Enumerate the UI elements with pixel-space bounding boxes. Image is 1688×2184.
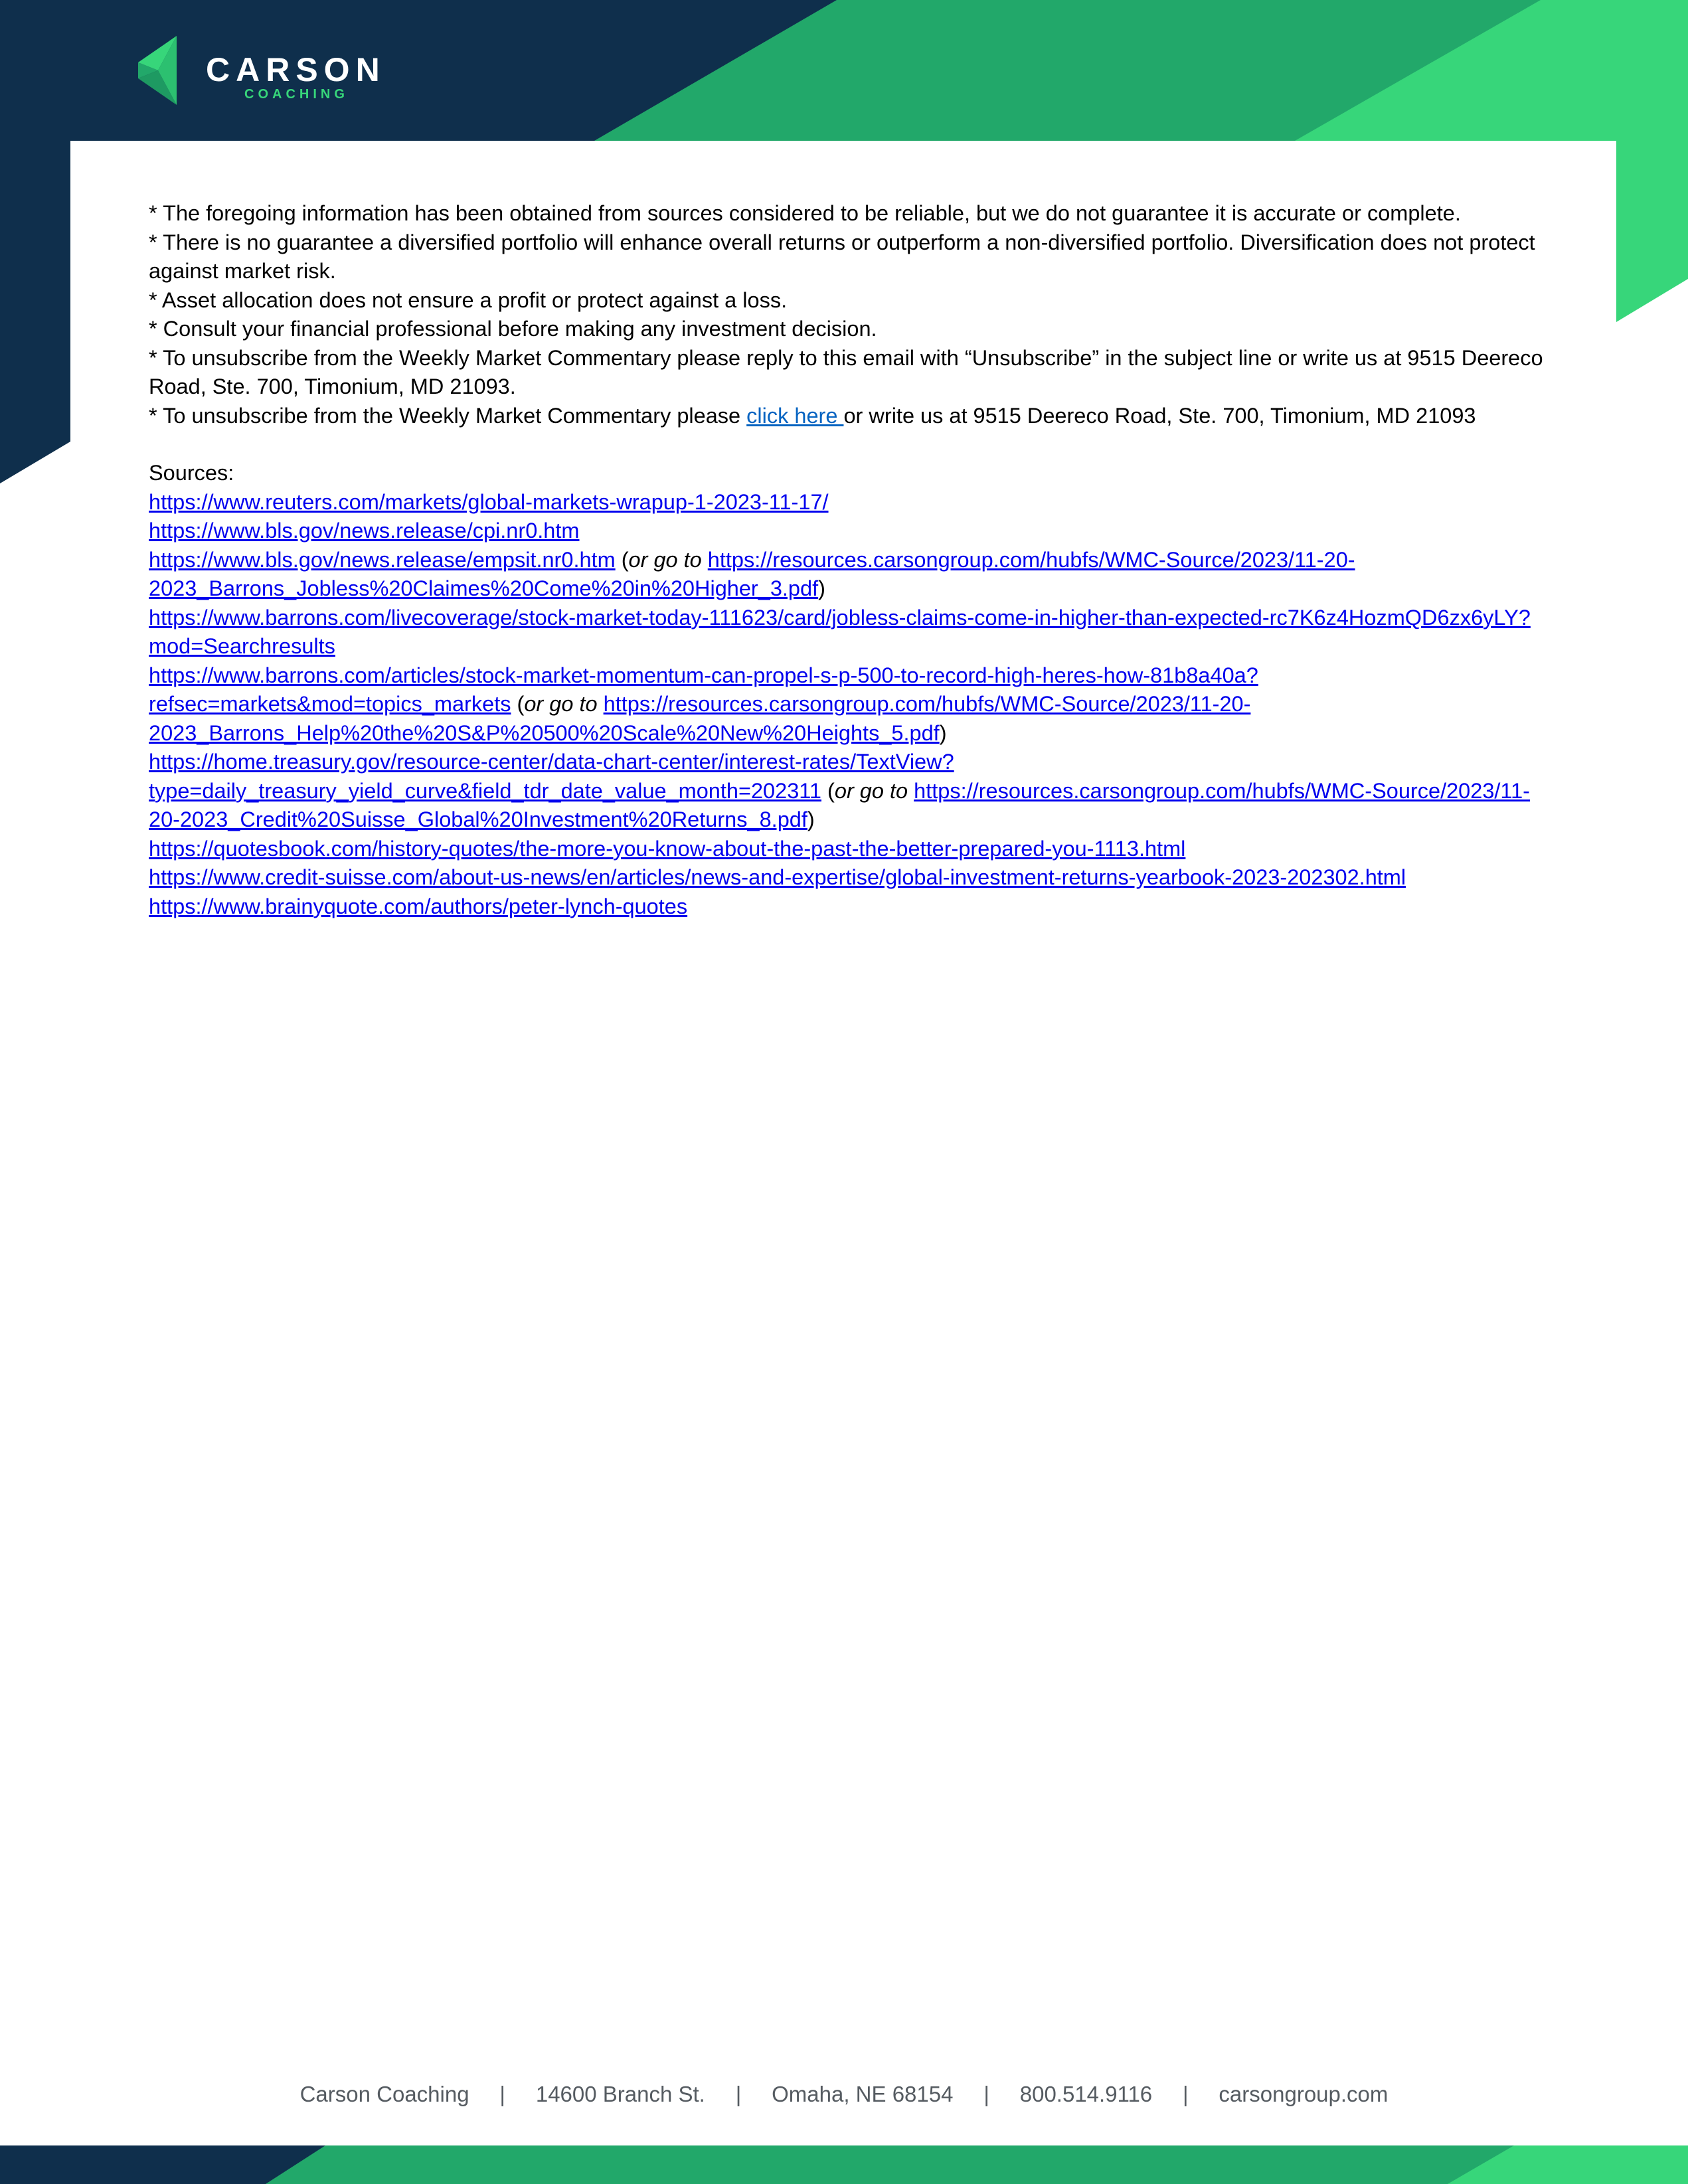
source-item	[149, 835, 1550, 864]
source-link[interactable]: https://www.bls.gov/news.release/empsit.nr0.htm	[149, 547, 616, 572]
source-item	[149, 892, 1550, 922]
carson-coaching-logo	[138, 36, 404, 108]
disclaimer-line: * The foregoing information has been obtained from sources considered to be reliable, but we do not guarantee it is accurate or complete.	[149, 201, 1461, 225]
disclaimer-line	[149, 402, 1550, 431]
carson-chevron-icon	[138, 36, 179, 105]
source-link[interactable]: https://www.brainyquote.com/authors/peter-lynch-quotes	[149, 894, 688, 918]
or-go-to-text: or go to	[524, 692, 598, 716]
footer-separator: |	[499, 2082, 505, 2106]
source-alt-link[interactable]: https://resources.carsongroup.com/hubfs/WMC-Source/2023/11-20-2023_Barrons_Help%20the%20S&P%20500%20Scale%20New%20Heights_5.pdf	[149, 692, 1251, 745]
source-link[interactable]: https://www.credit-suisse.com/about-us-news/en/articles/news-and-expertise/global-investment-returns-yearbook-2023-202302.html	[149, 865, 1406, 889]
sources-heading: Sources:	[149, 461, 234, 485]
footer-contact	[0, 2080, 1688, 2109]
footer-company: Carson Coaching	[299, 2082, 469, 2106]
paren: )	[939, 720, 947, 745]
paren: )	[807, 807, 815, 831]
disclaimer-line: * To unsubscribe from the Weekly Market Commentary please reply to this email with “Unsubscribe” in the subject line or write us at 9515 Deereco Road, Ste. 700, Timonium, MD 21093.	[149, 345, 1543, 398]
paren: )	[818, 576, 825, 600]
footer-separator: |	[983, 2082, 989, 2106]
footer-separator: |	[735, 2082, 742, 2106]
source-link[interactable]: https://home.treasury.gov/resource-center/data-chart-center/interest-rates/TextView?type=daily_treasury_yield_curve&field_tdr_date_value_month=202311	[149, 750, 954, 803]
paren: (	[621, 547, 629, 572]
disclaimer-text: * To unsubscribe from the Weekly Market Commentary please	[149, 403, 747, 428]
source-alt-link[interactable]: https://resources.carsongroup.com/hubfs/WMC-Source/2023/11-20-2023_Barrons_Jobless%20Claimes%20Come%20in%20Higher_3.pdf	[149, 547, 1355, 600]
disclaimer-text: or write us at 9515 Deereco Road, Ste. 700, Timonium, MD 21093	[843, 403, 1476, 428]
disclaimer-line: * There is no guarantee a diversified portfolio will enhance overall returns or outperform a non-diversified portfolio. Diversification does not protect against market risk.	[149, 230, 1535, 283]
source-alt-link[interactable]: https://resources.carsongroup.com/hubfs/WMC-Source/2023/11-20-2023_Credit%20Suisse_Global%20Investment%20Returns_8.pdf	[149, 778, 1530, 831]
disclaimer-line: * Consult your financial professional before making any investment decision.	[149, 317, 877, 341]
source-link[interactable]: https://quotesbook.com/history-quotes/the-more-you-know-about-the-past-the-better-prepared-you-1113.html	[149, 836, 1186, 861]
source-item	[149, 546, 1550, 604]
source-link[interactable]: https://www.barrons.com/livecoverage/stock-market-today-111623/card/jobless-claims-come-in-higher-than-expected-rc7K6z4HozmQD6zx6yLY?mod=Searchresults	[149, 605, 1531, 658]
footer-separator: |	[1183, 2082, 1189, 2106]
or-go-to-text: or go to	[628, 547, 702, 572]
source-item	[149, 517, 1550, 546]
disclaimer-line: * Asset allocation does not ensure a profit or protect against a loss.	[149, 288, 788, 312]
footer-city: Omaha, NE 68154	[772, 2082, 954, 2106]
or-go-to-text: or go to	[834, 778, 908, 803]
source-item	[149, 748, 1550, 835]
unsubscribe-link[interactable]: click here	[746, 403, 844, 428]
source-link[interactable]: https://www.bls.gov/news.release/cpi.nr0.htm	[149, 519, 580, 543]
source-item	[149, 863, 1550, 892]
source-link[interactable]: https://www.reuters.com/markets/global-markets-wrapup-1-2023-11-17/	[149, 489, 829, 514]
paren: (	[827, 778, 835, 803]
logo-wordmark: CARSON	[206, 51, 386, 88]
logo-subtitle: COACHING	[244, 87, 349, 102]
footer-address: 14600 Branch St.	[535, 2082, 705, 2106]
footer-website: carsongroup.com	[1219, 2082, 1389, 2106]
source-item	[149, 604, 1550, 661]
paren: (	[517, 692, 525, 716]
source-item	[149, 661, 1550, 748]
source-link[interactable]: https://www.barrons.com/articles/stock-market-momentum-can-propel-s-p-500-to-record-high-heres-how-81b8a40a?refsec=markets&mod=topics_markets	[149, 663, 1258, 716]
source-item	[149, 488, 1550, 517]
footer-phone: 800.514.9116	[1019, 2082, 1153, 2106]
spacer	[149, 430, 1550, 459]
document-body	[149, 199, 1550, 921]
